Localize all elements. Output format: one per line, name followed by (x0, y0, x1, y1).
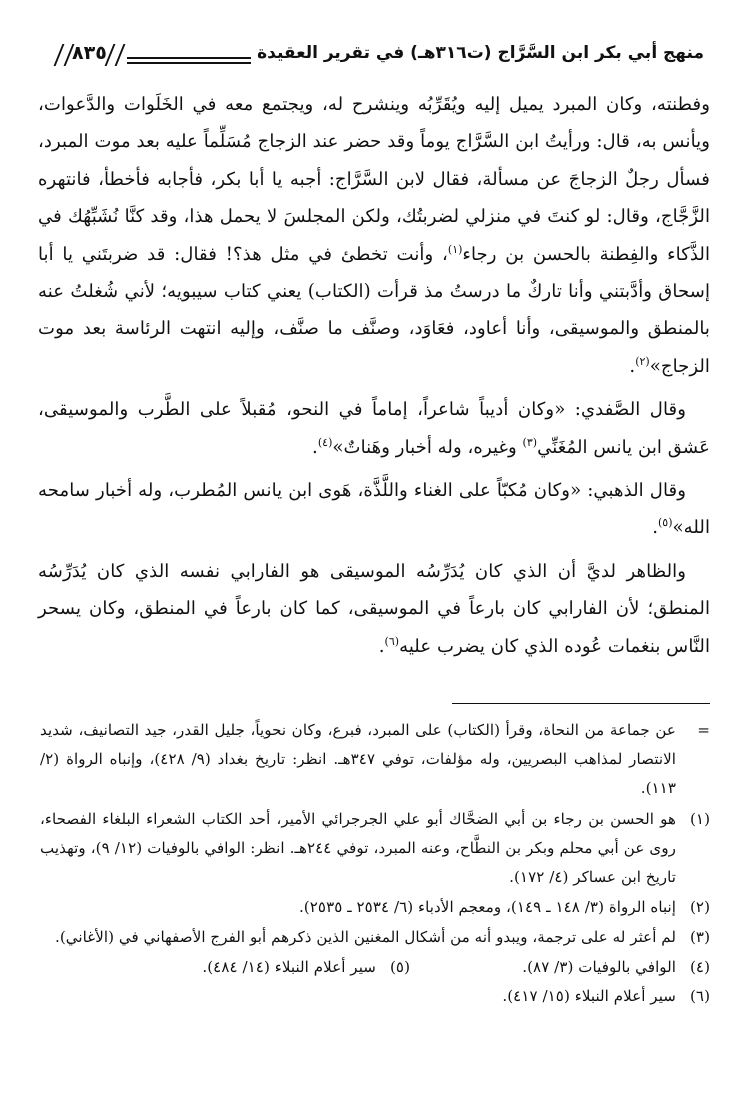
paragraph-2-text-a: وقال الصَّفدي: «وكان أديباً شاعراً، إماماً في النحو، مُقبلاً على الطَّرب والموسيقى، عَشق ابن يانس المُغَنِّي (38, 399, 710, 458)
paragraph-1-text-a: وفطنته، وكان المبرد يميل إليه ويُقَرِّبُه وينشرح له، ويجتمع معه في الخَلَوات والدَّعوات، ويأنس به، قال: ورأيتُ ابن السَّرَّاج يوماً وقد حضر عند الزجاج مُسَلِّماً عليه بعد موت المبرد، فسأل رجلٌ الزجاجَ عن مسألة، فقال لابن السَّرَّاج: أجبه يا أبا بكر، فأجابه فأخطأ، فانتهره الزَّجَّاج، وقال: لو كنتَ في منزلي لضربتُك، ولكن المجلسَ لا يحمل هذا، وقد كنَّا نُشَبِّهُك في الذَّكاء والفِطنة بالحسن بن رجاء (38, 94, 710, 265)
footnote-mark: (٣) (689, 928, 710, 947)
page-number-bracket-right (104, 44, 125, 66)
header-rule-line-1 (127, 57, 251, 59)
footnotes-4-5 (40, 953, 710, 982)
header-rule (127, 43, 251, 63)
footnote-text: سير أعلام النبلاء (١٤/ ٤٨٤). (202, 957, 376, 976)
paragraph-4-end: . (378, 635, 385, 657)
footnote-text: إنباه الرواة (٣/ ١٤٨ ـ ١٤٩)، ومعجم الأدباء (٦/ ٢٥٣٤ ـ ٢٥٣٥). (298, 898, 676, 917)
footnote-ref-1: (١) (447, 242, 463, 256)
page-number: ٨٣٥ (72, 42, 107, 64)
paragraph-2-end: . (312, 436, 318, 458)
footnote-ref-5: (٥) (657, 516, 673, 530)
page-number-box (58, 42, 121, 64)
footnote-mark: (٥) (389, 957, 410, 976)
paragraph-3-text: وقال الذهبي: «وكان مُكبّاً على الغناء واللَّذَّة، هَوى ابن يانس المُطرب، وله أخبار سامحه الله» (38, 480, 710, 539)
footnote-text: سير أعلام النبلاء (١٥/ ٤١٧). (502, 986, 676, 1005)
footnote-1 (40, 805, 710, 893)
paragraph-2-text-b: وغيره، وله أخبار وهَناتٌ» (332, 436, 523, 458)
paragraph-2 (38, 391, 710, 466)
footnote-3 (40, 923, 710, 952)
footnote-ref-6: (٦) (384, 634, 400, 648)
footnote-ref-3: (٣) (522, 435, 538, 449)
main-text (38, 86, 710, 665)
footnote-mark: (١) (689, 809, 710, 828)
footnote-text: عن جماعة من النحاة، وقرأ (الكتاب) على المبرد، فبرع، وكان نحوياً، جليل القدر، جيد التصانيف، شديد الانتصار لمذاهب البصريين، وله مؤلفات، توفي ٣٤٧هـ. انظر: تاريخ بغداد (٩/ ٤٢٨)، وإنباه الرواة (٢/ ١١٣). (40, 721, 677, 798)
footnote-text: هو الحسن بن رجاء بن أبي الضحَّاك أبو علي الجرجرائي الأمير، أحد الكتاب الشعراء البلغاء الفصحاء، روى عن أبي محلم وبكر بن النطَّاح، وعنه المبرد، توفي ٢٤٤هـ. انظر: الوافي بالوفيات (١٢/ ٩)، وتهذيب تاريخ ابن عساكر (٤/ ١٧٢). (40, 809, 676, 887)
footnote-mark: = (697, 721, 710, 739)
footnote-ref-4: (٤) (317, 435, 333, 449)
footnote-ref-2: (٢) (635, 354, 650, 368)
paragraph-1-end: . (629, 355, 636, 377)
paragraph-3-end: . (652, 517, 658, 539)
footnote-mark: (٤) (689, 957, 710, 976)
footnote-text: الوافي بالوفيات (٣/ ٨٧). (522, 957, 676, 976)
footnote-continued (40, 716, 710, 804)
footnote-6 (40, 982, 710, 1011)
paragraph-1 (38, 86, 710, 385)
paragraph-1-text-b: ، وأنت تخطئ في مثل هذ؟! فقال: قد ضربتَني يا أبا إسحاق وأدَّبتني وأنا تاركٌ ما درستُ مذ قرأت (الكتاب) يعني كتاب سيبويه؛ لأني شُغلتُ عنه بالمنطق والموسيقى، وأنا أعاود، فعَاوَد، وصنَّف ما صنَّف، وإليه انتهت الرئاسة بعد موت الزجاج» (38, 243, 710, 377)
footnote-text: لم أعثر له على ترجمة، ويبدو أنه من أشكال المغنين الذين ذكرهم أبو الفرج الأصفهاني في (الأغاني). (55, 928, 676, 947)
paragraph-3 (38, 472, 710, 547)
footnote-mark: (٦) (689, 986, 710, 1005)
footnote-4 (410, 953, 710, 982)
header-title: منهج أبي بكر ابن السَّرَّاج (ت٣١٦هـ) في تقرير العقيدة (257, 43, 704, 63)
running-header (58, 30, 704, 76)
footnote-separator (452, 703, 710, 704)
footnote-2 (40, 893, 710, 922)
footnote-5 (110, 953, 410, 982)
paragraph-4 (38, 553, 710, 665)
paragraph-4-text: والظاهر لديَّ أن الذي كان يُدَرِّسُه الموسيقى هو الفارابي نفسه الذي كان يُدَرِّسُه المنطق؛ لأن الفارابي كان بارعاً في الموسيقى، كما كان بارعاً في المنطق، وكان يسحر النَّاس بنغمات عُوده الذي كان يضرب عليه (38, 560, 710, 657)
footnote-mark: (٢) (689, 898, 710, 917)
header-rule-line-2 (127, 62, 251, 64)
footnotes (40, 716, 710, 1011)
